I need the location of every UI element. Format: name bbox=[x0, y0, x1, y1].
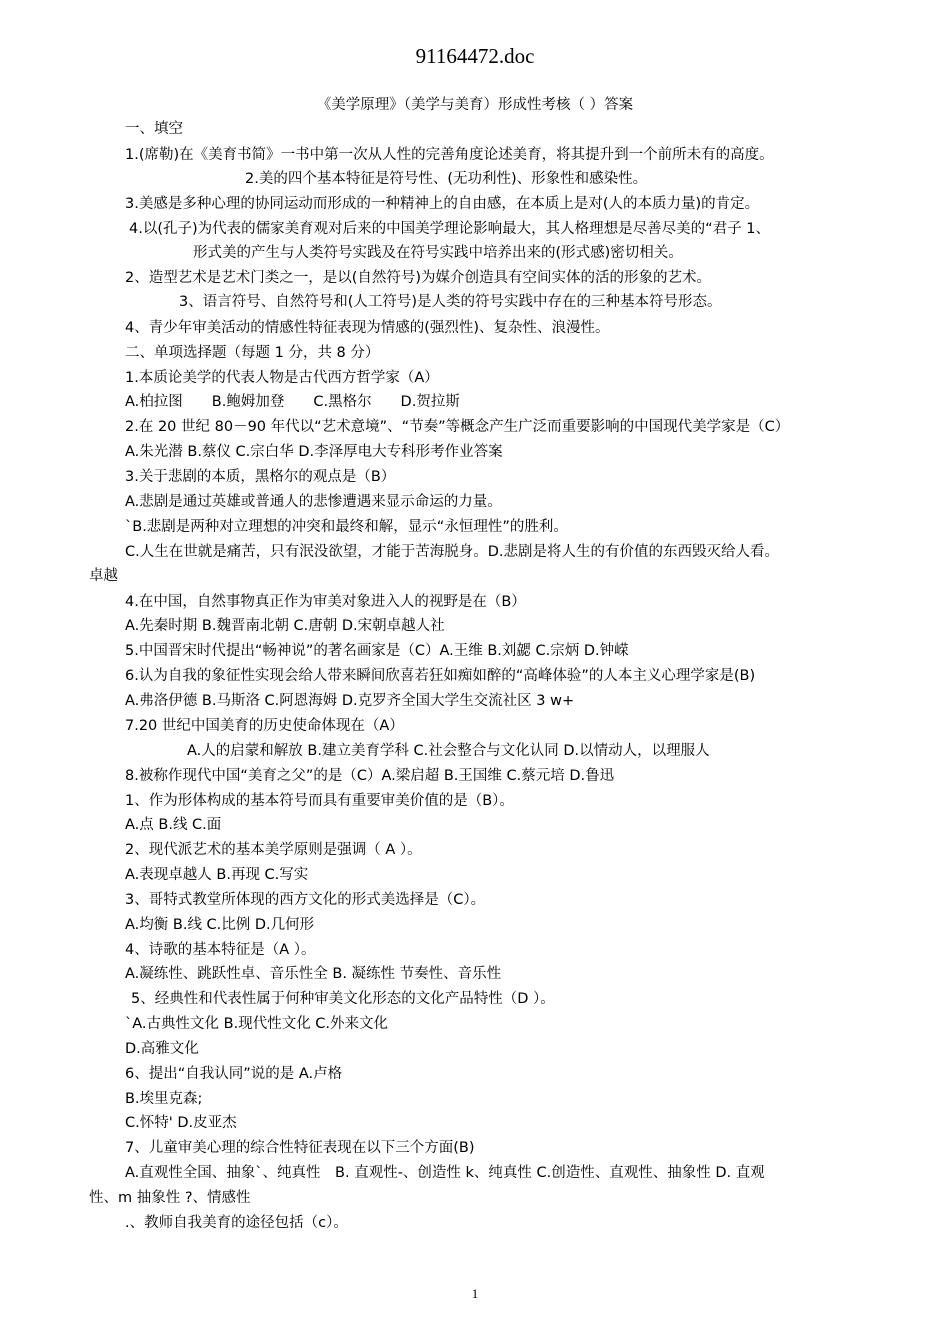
text-line: C.人生在世就是痛苦，只有泯没欲望，才能于苦海脱身。D.悲剧是将人生的有价值的东西毁灭给人看。 bbox=[125, 544, 780, 560]
text-line: 1、作为形体构成的基本符号而具有重要审美价值的是（B）。 bbox=[125, 793, 514, 809]
text-line: A.直观性全国、抽象`、纯真性 B. 直观性-、创造性 k、纯真性 C.创造性、直观性、抽象性 D. 直观 bbox=[125, 1165, 765, 1181]
text-line: 3.关于悲剧的本质，黑格尔的观点是（B） bbox=[125, 469, 396, 485]
text-line: D.高雅文化 bbox=[125, 1041, 199, 1057]
text-line: 2、现代派艺术的基本美学原则是强调（ A ）。 bbox=[125, 842, 422, 858]
text-line: 4、诗歌的基本特征是（A ）。 bbox=[125, 942, 316, 958]
text-line: A.悲剧是通过英雄或普通人的悲惨遭遇来显示命运的力量。 bbox=[125, 494, 502, 510]
text-line: A.凝练性、跳跃性卓、音乐性全 B. 凝练性 节奏性、音乐性 bbox=[125, 966, 502, 982]
text-line: 2.美的四个基本特征是符号性、(无功利性)、形象性和感染性。 bbox=[245, 171, 648, 187]
document-title: 《美学原理》（美学与美育）形成性考核（ ）答案 bbox=[316, 97, 634, 113]
text-line: `B.悲剧是两种对立理想的冲突和最终和解，显示“永恒理性”的胜利。 bbox=[125, 519, 568, 535]
text-line: A.先秦时期 B.魏晋南北朝 C.唐朝 D.宋朝卓越人社 bbox=[125, 618, 445, 634]
text-line: A.表现卓越人 B.再现 C.写实 bbox=[125, 867, 309, 883]
text-line: 1.(席勒)在《美育书简》一书中第一次从人性的完善角度论述美育，将其提升到一个前所未有的高度。 bbox=[125, 147, 774, 163]
text-line: 4、青少年审美活动的情感性特征表现为情感的(强烈性)、复杂性、浪漫性。 bbox=[125, 320, 610, 336]
document-filename: 91164472.doc bbox=[415, 44, 535, 68]
text-line: A.点 B.线 C.面 bbox=[125, 817, 222, 833]
text-line: 7、儿童审美心理的综合性特征表现在以下三个方面(B) bbox=[125, 1140, 475, 1156]
text-line: 4.在中国，自然事物真正作为审美对象进入人的视野是在（B） bbox=[125, 594, 526, 610]
text-line: A.弗洛伊德 B.马斯洛 C.阿恩海姆 D.克罗齐全国大学生交流社区 3 w+ bbox=[125, 693, 575, 709]
text-line: 2、造型艺术是艺术门类之一，是以(自然符号)为媒介创造具有空间实体的活的形象的艺术。 bbox=[125, 270, 712, 286]
section-heading: 二、单项选择题（每题 1 分，共 8 分） bbox=[125, 345, 380, 361]
text-line: 7.20 世纪中国美育的历史使命体现在（A） bbox=[125, 718, 404, 734]
text-line: 5.中国晋宋时代提出“畅神说”的著名画家是（C）A.王维 B.刘勰 C.宗炳 D.钟嵘 bbox=[125, 643, 629, 659]
text-line: 2.在 20 世纪 80－90 年代以“艺术意境”、“节奏”等概念产生广泛而重要影响的中国现代美学家是（C） bbox=[125, 419, 790, 435]
text-line: 4.以(孔子)为代表的儒家美育观对后来的中国美学理论影响最大，其人格理想是尽善尽美的“君子 1、 bbox=[129, 221, 770, 237]
text-line: 形式美的产生与人类符号实践及在符号实践中培养出来的(形式感)密切相关。 bbox=[193, 245, 683, 261]
text-line: A.柏拉图 B.鲍姆加登 C.黑格尔 D.贺拉斯 bbox=[125, 394, 460, 410]
text-line: .、教师自我美育的途径包括（c）。 bbox=[125, 1215, 348, 1231]
text-line: A.人的启蒙和解放 B.建立美育学科 C.社会整合与文化认同 D.以情动人，以理服人 bbox=[187, 743, 710, 759]
text-line: 卓越 bbox=[89, 568, 118, 584]
text-line: 3、哥特式教堂所体现的西方文化的形式美选择是（C）。 bbox=[125, 892, 486, 908]
text-line: 8.被称作现代中国“美育之父”的是（C）A.梁启超 B.王国维 C.蔡元培 D.鲁迅 bbox=[125, 768, 615, 784]
text-line: C.怀特' D.皮亚杰 bbox=[125, 1115, 237, 1131]
text-line: 6.认为自我的象征性实现会给人带来瞬间欣喜若狂如痴如醉的“高峰体验”的人本主义心理学家是(B) bbox=[125, 668, 756, 684]
text-line: `A.古典性文化 B.现代性文化 C.外来文化 bbox=[125, 1016, 389, 1032]
page-number: 1 bbox=[471, 1286, 479, 1301]
text-line: 性、m 抽象性 ?、情感性 bbox=[89, 1190, 251, 1206]
text-line: B.埃里克森; bbox=[125, 1091, 203, 1107]
text-line: 1.本质论美学的代表人物是古代西方哲学家（A） bbox=[125, 370, 439, 386]
text-line: 5、经典性和代表性属于何种审美文化形态的文化产品特性（D ）。 bbox=[131, 991, 555, 1007]
text-line: A.朱光潜 B.蔡仪 C.宗白华 D.李泽厚电大专科形考作业答案 bbox=[125, 444, 503, 460]
text-line: 3、语言符号、自然符号和(人工符号)是人类的符号实践中存在的三种基本符号形态。 bbox=[179, 294, 722, 310]
text-line: A.均衡 B.线 C.比例 D.几何形 bbox=[125, 917, 315, 933]
text-line: 6、提出“自我认同”说的是 A.卢格 bbox=[125, 1066, 343, 1082]
section-heading: 一、填空 bbox=[125, 121, 183, 137]
text-line: 3.美感是多种心理的协同运动而形成的一种精神上的自由感，在本质上是对(人的本质力量)的肯定。 bbox=[125, 196, 760, 212]
